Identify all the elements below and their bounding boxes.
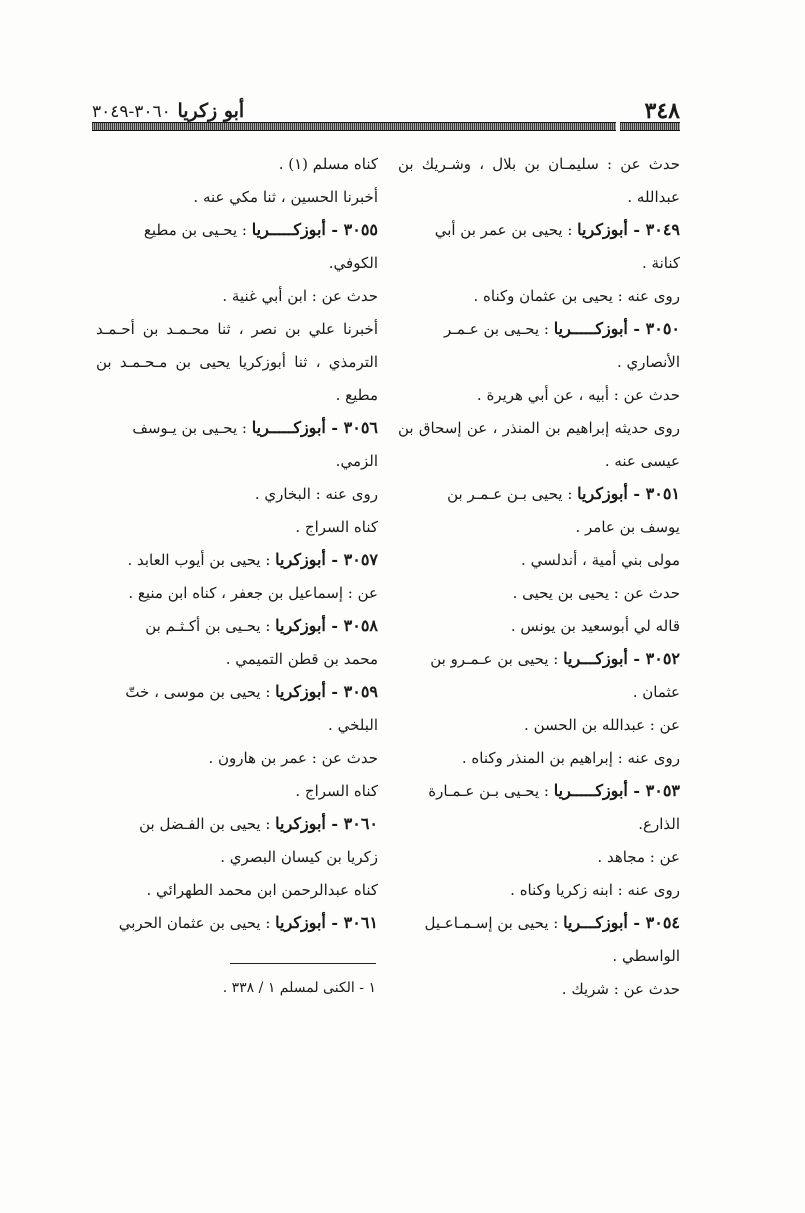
- entry-number: ٣٠٦٠ -: [325, 814, 378, 833]
- line-text: : يحيى بن عمر بن أبي: [434, 221, 578, 239]
- line-text: : يحـيى بن عـمـر: [444, 320, 554, 338]
- entry-number: ٣٠٥٥ -: [325, 220, 378, 239]
- entry-heading-line: [96, 546, 378, 579]
- text-line: [398, 843, 680, 876]
- entry-heading-line: [398, 645, 680, 678]
- entry-number: ٣٠٥٠ -: [627, 319, 680, 338]
- line-text: عبدالله .: [627, 188, 680, 206]
- entry-heading-line: [96, 612, 378, 645]
- page-number: ٣٤٨: [644, 98, 680, 124]
- line-text: حدث عن : ابن أبي غنية .: [222, 287, 378, 305]
- footnote-rule: [230, 963, 376, 964]
- entry-heading-line: [398, 216, 680, 249]
- entry-kunya: أبوزكـــــريا: [251, 418, 326, 437]
- text-line: [398, 876, 680, 909]
- entry-number: ٣٠٥٨ -: [325, 616, 378, 635]
- line-text: حدث عن : يحيى بن يحيى .: [512, 584, 680, 602]
- entry-kunya: أبوزكريا: [275, 814, 326, 833]
- line-text: عن : عبدالله بن الحسن .: [524, 716, 680, 734]
- entry-heading-line: [96, 414, 378, 447]
- line-text: : يحـيى بن يـوسف: [132, 419, 252, 437]
- line-text: الأنصاري .: [617, 353, 680, 371]
- entry-kunya: أبوزكريا: [275, 682, 326, 701]
- text-line: [96, 381, 378, 414]
- entry-heading-line: [398, 480, 680, 513]
- text-line: [96, 315, 378, 348]
- line-text: روى عنه : يحيى بن عثمان وكناه .: [473, 287, 680, 305]
- line-text: : يحيى بن موسى ، ختّ: [125, 683, 276, 701]
- line-text: كنانة .: [642, 254, 680, 272]
- entry-number: ٣٠٤٩ -: [627, 220, 680, 239]
- footnote: ١ - الكنى لمسلم ١ / ٣٣٨ .: [222, 980, 376, 996]
- line-text: الكوفي.: [328, 254, 378, 272]
- entry-kunya: أبوزكريا: [577, 484, 628, 503]
- header-rule: [92, 122, 616, 131]
- text-line: [398, 810, 680, 843]
- text-line: [96, 282, 378, 315]
- line-text: عن : إسماعيل بن جعفر ، كناه ابن منيع .: [128, 584, 378, 602]
- line-text: أخبرنا علي بن نصر ، ثنا محـمـد بن أحـمـد: [96, 320, 378, 338]
- text-line: [96, 480, 378, 513]
- entry-kunya: أبوزكـــــريا: [553, 781, 628, 800]
- line-text: : يحـيى بـن عـمـارة: [428, 782, 554, 800]
- entry-heading-line: [96, 909, 378, 942]
- line-text: روى عنه : البخاري .: [254, 485, 378, 503]
- line-text: عثمان .: [632, 683, 680, 701]
- line-text: : يحـيى بن أكـثـم بن: [145, 617, 276, 635]
- entry-kunya: أبوزكـــــريا: [553, 319, 628, 338]
- text-line: [398, 711, 680, 744]
- line-text: محمد بن قطن التميمي .: [225, 650, 378, 668]
- text-line: [96, 447, 378, 480]
- line-text: : يحيى بن إسـمـاعـيل: [424, 914, 564, 932]
- text-line: [398, 249, 680, 282]
- line-text: : يحيى بن الفـضل بن: [139, 815, 276, 833]
- text-line: [96, 711, 378, 744]
- text-line: [398, 183, 680, 216]
- text-line: [96, 777, 378, 810]
- entry-kunya: أبوزكـــريا: [563, 913, 628, 932]
- entry-heading-line: [96, 810, 378, 843]
- right-column: [398, 150, 680, 1008]
- entry-number: ٣٠٥١ -: [627, 484, 680, 503]
- text-line: [398, 348, 680, 381]
- text-line: [398, 744, 680, 777]
- text-line: [398, 975, 680, 1008]
- text-line: [96, 183, 378, 216]
- entry-number: ٣٠٥٤ -: [627, 913, 680, 932]
- text-line: [398, 579, 680, 612]
- entry-kunya: أبوزكريا: [275, 616, 326, 635]
- entry-kunya: أبوزكـــــريا: [251, 220, 326, 239]
- line-text: روى حديثه إبراهيم بن المنذر ، عن إسحاق بن: [398, 419, 680, 437]
- entry-number: ٣٠٥٧ -: [325, 550, 378, 569]
- line-text: روى عنه : ابنه زكريا وكناه .: [510, 881, 680, 899]
- text-line: [398, 150, 680, 183]
- entry-number: ٣٠٥٢ -: [627, 649, 680, 668]
- text-line: [398, 942, 680, 975]
- entry-number: ٣٠٥٣ -: [627, 781, 680, 800]
- line-text: مطيع .: [335, 386, 378, 404]
- line-text: الذارع.: [638, 815, 680, 833]
- line-text: حدث عن : شريك .: [561, 980, 680, 998]
- text-line: [96, 579, 378, 612]
- text-line: [96, 744, 378, 777]
- line-text: عيسى عنه .: [604, 452, 680, 470]
- line-text: : يحيى بـن عـمـر بن: [447, 485, 578, 503]
- entry-kunya: أبوزكريا: [275, 550, 326, 569]
- text-line: [96, 348, 378, 381]
- text-line: [96, 876, 378, 909]
- line-text: : يحـيى بن مطيع: [143, 221, 252, 239]
- text-line: [398, 612, 680, 645]
- entry-heading-line: [96, 678, 378, 711]
- page-header: [92, 98, 680, 134]
- entry-kunya: أبوزكريا: [577, 220, 628, 239]
- line-text: : يحيى بن عثمان الحربي: [118, 914, 276, 932]
- text-line: [398, 414, 680, 447]
- entry-heading-line: [398, 909, 680, 942]
- line-text: حدث عن : عمر بن هارون .: [208, 749, 378, 767]
- line-text: كناه عبدالرحمن ابن محمد الطهرائي .: [146, 881, 378, 899]
- entry-heading-line: [398, 315, 680, 348]
- text-line: [398, 678, 680, 711]
- text-line: [96, 513, 378, 546]
- entry-heading-line: [398, 777, 680, 810]
- line-text: كناه السراج .: [295, 518, 378, 536]
- line-text: قاله لي أبوسعيد بن يونس .: [510, 617, 680, 635]
- entry-kunya: أبوزكريا: [275, 913, 326, 932]
- text-line: [398, 381, 680, 414]
- entry-number: ٣٠٥٩ -: [325, 682, 378, 701]
- entry-heading-line: [96, 216, 378, 249]
- text-line: [96, 150, 378, 183]
- text-line: [398, 513, 680, 546]
- text-line: [398, 546, 680, 579]
- line-text: : يحيى بن أيوب العابد .: [127, 551, 276, 569]
- line-text: يوسف بن عامر .: [575, 518, 680, 536]
- text-line: [96, 843, 378, 876]
- entry-number: ٣٠٥٦ -: [325, 418, 378, 437]
- entry-kunya: أبوزكـــريا: [563, 649, 628, 668]
- line-text: : يحيى بن عـمـرو بن: [430, 650, 564, 668]
- running-title-name: أبو زكريا: [177, 100, 245, 122]
- line-text: مولى بني أمية ، أندلسي .: [521, 551, 680, 569]
- line-text: الترمذي ، ثنا أبوزكريا يحيى بن مـحـمـد بن: [96, 353, 378, 371]
- line-text: روى عنه : إبراهيم بن المنذر وكناه .: [461, 749, 680, 767]
- line-text: أخبرنا الحسين ، ثنا مكي عنه .: [193, 188, 378, 206]
- line-text: كناه مسلم (١) .: [278, 155, 378, 173]
- running-title: [92, 100, 244, 122]
- entry-range: ٣٠٦٠-٣٠٤٩: [92, 102, 171, 122]
- line-text: الزمي.: [335, 452, 378, 470]
- line-text: حدث عن : أبيه ، عن أبي هريرة .: [476, 386, 680, 404]
- entry-number: ٣٠٦١ -: [325, 913, 378, 932]
- line-text: حدث عن : سليمـان بن بلال ، وشـريك بن: [398, 155, 680, 173]
- line-text: كناه السراج .: [295, 782, 378, 800]
- line-text: عن : مجاهد .: [597, 848, 680, 866]
- left-column: [96, 150, 378, 942]
- text-line: [96, 249, 378, 282]
- line-text: البلخي .: [328, 716, 378, 734]
- text-line: [96, 645, 378, 678]
- text-line: [398, 282, 680, 315]
- line-text: زكريا بن كيسان البصري .: [220, 848, 378, 866]
- text-line: [398, 447, 680, 480]
- line-text: الواسطي .: [612, 947, 680, 965]
